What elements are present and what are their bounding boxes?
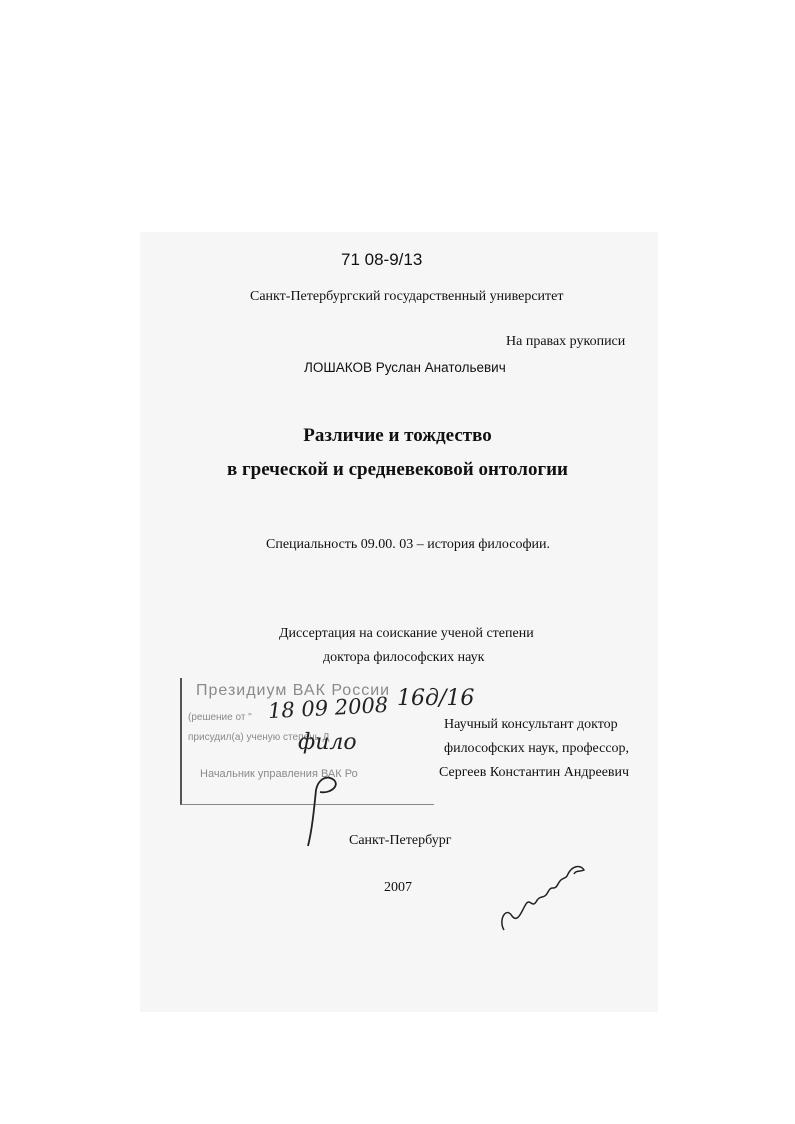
stamp-line-2: (решение от " [188, 712, 252, 723]
manuscript-rights: На правах рукописи [506, 334, 626, 349]
document-code: 71 08-9/13 [341, 250, 423, 269]
city: Санкт-Петербург [349, 833, 452, 848]
handwritten-note: фило [298, 730, 357, 755]
stamp-signature-icon [300, 770, 360, 850]
dissertation-line-1: Диссертация на соискание ученой степени [279, 626, 534, 641]
author-signature-icon [496, 858, 592, 938]
title-line-1: Различие и тождество [303, 425, 492, 446]
handwritten-date: 18 09 2008 [267, 692, 389, 724]
year: 2007 [384, 880, 412, 895]
stamp-line-1: Президиум ВАК России [196, 682, 391, 699]
consultant-line-1: Научный консультант доктор [444, 717, 618, 732]
specialty: Специальность 09.00. 03 – история философии. [266, 537, 551, 552]
consultant-line-3: Сергеев Константин Андреевич [439, 765, 630, 780]
author-name: ЛОШАКОВ Руслан Анатольевич [304, 360, 506, 375]
stamp-line-4: Начальник управления ВАК Ро [200, 768, 358, 780]
institution-name: Санкт-Петербургский государственный университет [250, 289, 564, 304]
stamp-line-3: присудил(а) ученую степень Д [188, 732, 330, 743]
handwritten-number: 16д/16 [397, 686, 475, 711]
title-line-2: в греческой и средневековой онтологии [227, 459, 568, 480]
consultant-line-2: философских наук, профессор, [444, 741, 630, 756]
dissertation-line-2: доктора философских наук [323, 650, 485, 665]
